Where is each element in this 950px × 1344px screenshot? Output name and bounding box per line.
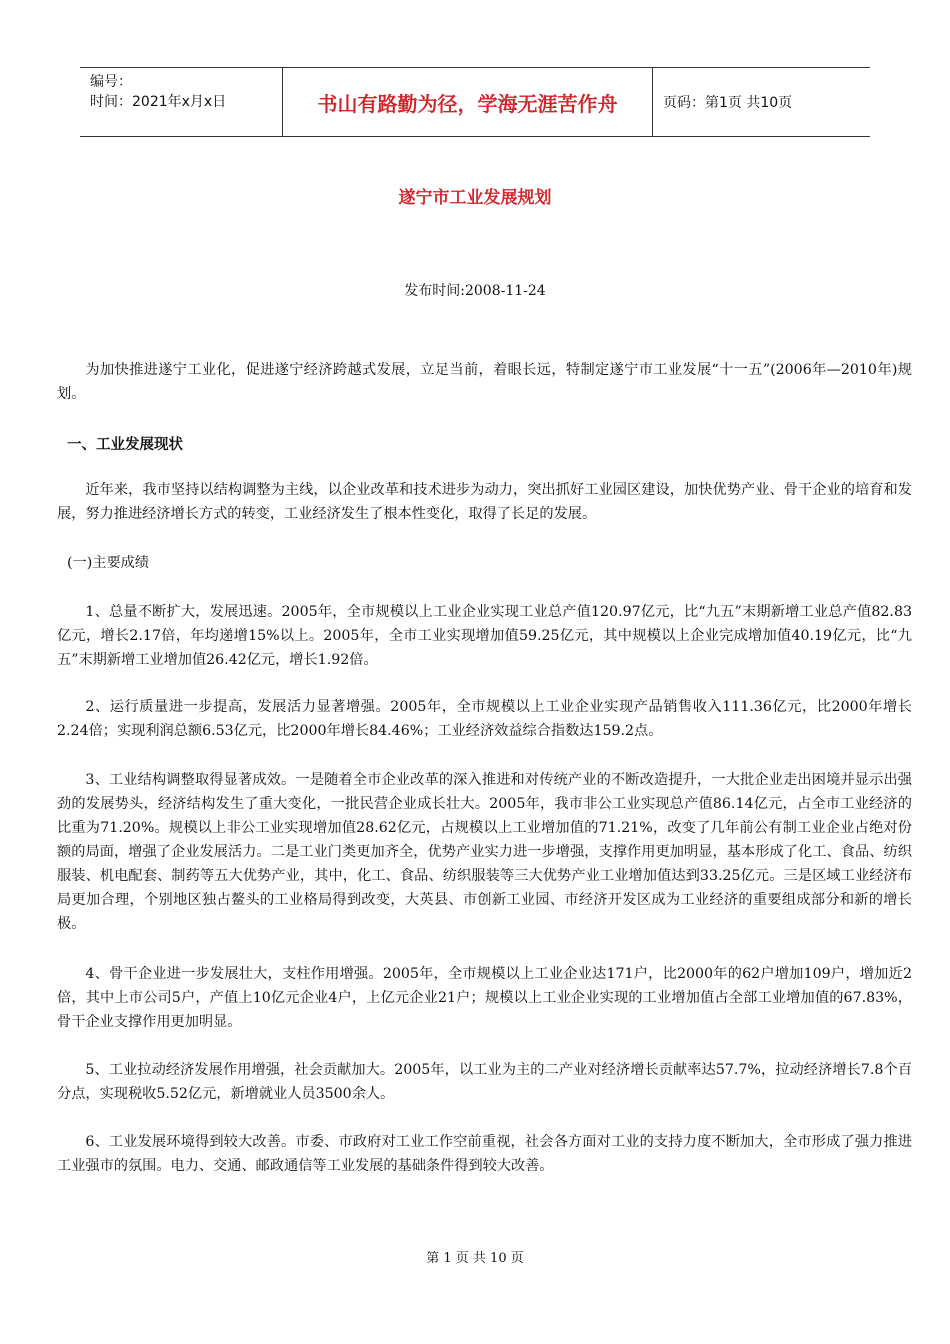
document-title: 遂宁市工业发展规划 bbox=[398, 188, 552, 208]
section-heading: 一、工业发展现状 bbox=[67, 437, 183, 453]
number-label: 编号： bbox=[90, 74, 132, 90]
header-table bbox=[80, 67, 870, 137]
publish-date: 发布时间:2008-11-24 bbox=[404, 283, 546, 299]
subsection-heading: (一)主要成绩 bbox=[67, 555, 150, 571]
header-meta-cell bbox=[80, 68, 282, 136]
list-item: 1、总量不断扩大，发展迅速。2005年，全市规模以上工业企业实现工业总产值120.97亿元，比“九五”末期新增工业总产值82.83亿元，增长2.17倍，年均递增15%以上。2005年，全市工业实现增加值59.25亿元，其中规模以上企业完成增加值40.19亿元，比“九五”末期新增工业增加值26.42亿元，增长1.92倍。 bbox=[57, 604, 912, 668]
list-item: 2、运行质量进一步提高，发展活力显著增强。2005年，全市规模以上工业企业实现产品销售收入111.36亿元，比2000年增长2.24倍；实现利润总额6.53亿元，比2000年增长84.46%；工业经济效益综合指数达159.2点。 bbox=[57, 699, 912, 739]
header-page-cell bbox=[653, 68, 870, 136]
header-motto-cell bbox=[282, 68, 653, 136]
motto-text: 书山有路勤为径，学海无涯苦作舟 bbox=[317, 91, 618, 116]
page-label: 页码：第1页 共10页 bbox=[663, 95, 793, 111]
list-item: 6、工业发展环境得到较大改善。市委、市政府对工业工作空前重视，社会各方面对工业的支持力度不断加大，全市形成了强力推进工业强市的氛围。电力、交通、邮政通信等工业发展的基础条件得到较大改善。 bbox=[57, 1134, 912, 1174]
list-item: 4、骨干企业进一步发展壮大，支柱作用增强。2005年，全市规模以上工业企业达171户，比2000年的62户增加109户，增加近2倍，其中上市公司5户，产值上10亿元企业4户，上亿元企业21户；规模以上工业企业实现的工业增加值占全部工业增加值的67.83%，骨干企业支撑作用更加明显。 bbox=[57, 966, 912, 1030]
page-footer: 第 1 页 共 10 页 bbox=[426, 1251, 524, 1266]
intro-paragraph: 为加快推进遂宁工业化，促进遂宁经济跨越式发展，立足当前，着眼长远，特制定遂宁市工业发展“十一五”(2006年—2010年)规划。 bbox=[57, 362, 912, 402]
list-item: 3、工业结构调整取得显著成效。一是随着全市企业改革的深入推进和对传统产业的不断改造提升，一大批企业走出困境并显示出强劲的发展势头，经济结构发生了重大变化，一批民营企业成长壮大。2005年，我市非公工业实现总产值86.14亿元，占全市工业经济的比重为71.20%。规模以上非公工业实现增加值28.62亿元，占规模以上工业增加值的71.21%，改变了几年前公有制工业企业占绝对份额的局面，增强了企业发展活力。二是工业门类更加齐全，优势产业实力进一步增强，支撑作用更加明显，基本形成了化工、食品、纺织服装、机电配套、制药等五大优势产业，其中，化工、食品、纺织服装等三大优势产业工业增加值达到33.25亿元。三是区域工业经济布局更加合理，个别地区独占鳌头的工业格局得到改变，大英县、市创新工业园、市经济开发区成为工业经济的重要组成部分和新的增长极。 bbox=[57, 772, 912, 932]
time-label: 时间：2021年x月x日 bbox=[90, 94, 227, 110]
list-item: 5、工业拉动经济发展作用增强，社会贡献加大。2005年，以工业为主的二产业对经济增长贡献率达57.7%，拉动经济增长7.8个百分点，实现税收5.52亿元，新增就业人员3500余人。 bbox=[57, 1062, 912, 1102]
section-paragraph: 近年来，我市坚持以结构调整为主线，以企业改革和技术进步为动力，突出抓好工业园区建设，加快优势产业、骨干企业的培育和发展，努力推进经济增长方式的转变，工业经济发生了根本性变化，取得了长足的发展。 bbox=[57, 482, 912, 522]
